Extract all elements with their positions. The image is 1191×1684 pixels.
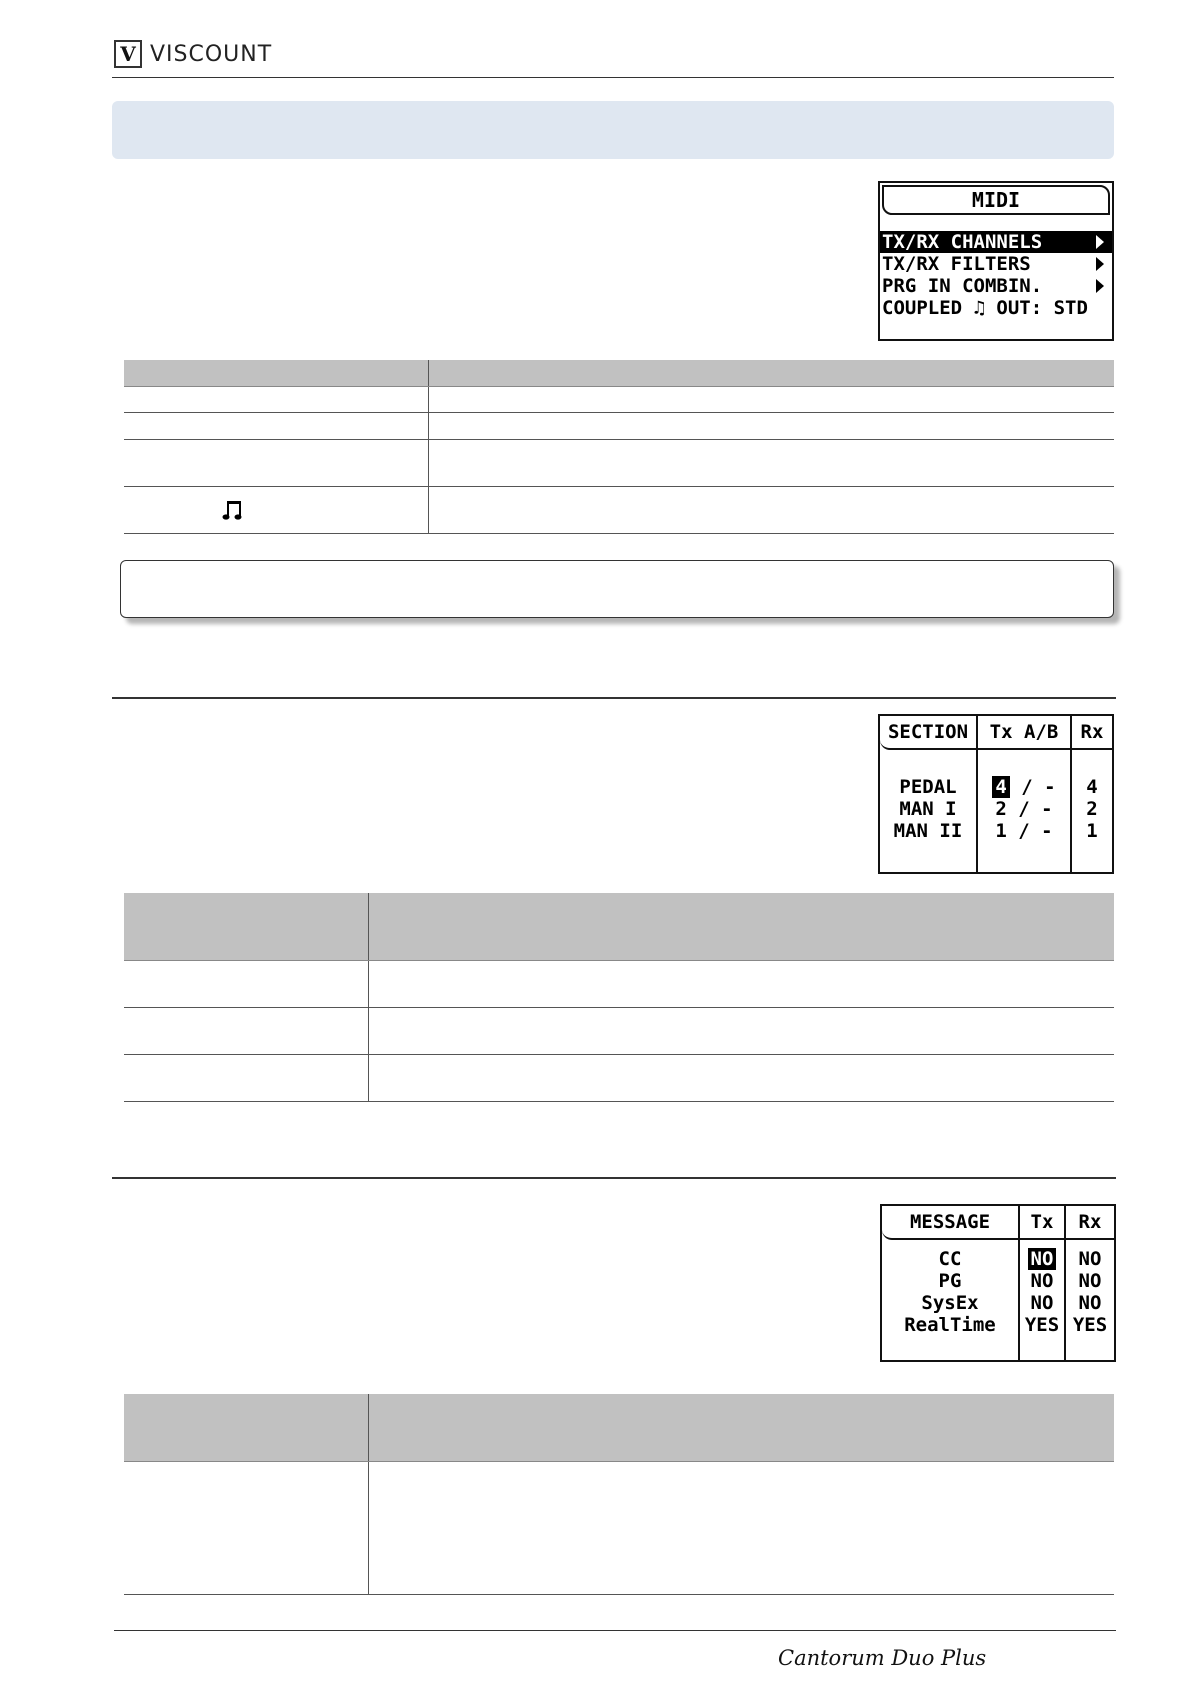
column-header: Tx xyxy=(1020,1206,1064,1240)
table-cell xyxy=(369,1461,1115,1594)
brand-logo xyxy=(114,40,272,68)
section-title-banner xyxy=(112,101,1114,159)
table-cell xyxy=(124,960,369,1007)
music-note-icon xyxy=(222,498,244,522)
midi-menu-table xyxy=(124,360,1114,534)
table-cell xyxy=(429,486,1115,533)
tx-channel-value[interactable]: 2 / - xyxy=(995,798,1053,820)
arrow-right-icon xyxy=(1096,235,1104,249)
arrow-right-icon xyxy=(1096,279,1104,293)
table-cell xyxy=(124,412,429,439)
tx-filter-value[interactable]: NO xyxy=(1030,1270,1054,1292)
table-cell xyxy=(124,386,429,412)
header-divider xyxy=(112,77,1114,78)
table-cell xyxy=(124,439,429,486)
section-divider xyxy=(112,1177,1116,1179)
tx-filter-value[interactable]: YES xyxy=(1024,1314,1060,1336)
table-cell xyxy=(429,386,1115,412)
message-column xyxy=(882,1206,1020,1360)
arrow-right-icon xyxy=(1096,257,1104,271)
tx-filter-value[interactable]: NO xyxy=(1028,1248,1057,1270)
table-cell xyxy=(369,1054,1115,1101)
tx-rx-channels-table xyxy=(124,893,1114,1102)
menu-item-prg-in-combin[interactable]: PRG IN COMBIN. xyxy=(880,275,1112,297)
rx-filter-value[interactable]: NO xyxy=(1078,1270,1102,1292)
footer-product-name: Cantorum Duo Plus xyxy=(778,1646,987,1670)
rx-column xyxy=(1072,716,1112,872)
table-header-cell xyxy=(124,893,369,960)
midi-menu-title: MIDI xyxy=(882,185,1110,215)
column-header: Rx xyxy=(1072,716,1112,750)
column-header: MESSAGE xyxy=(882,1206,1018,1240)
rx-channel-value[interactable]: 2 xyxy=(1086,798,1098,820)
message-label: SysEx xyxy=(921,1292,979,1314)
column-header: Tx A/B xyxy=(978,716,1070,750)
menu-item-tx-rx-channels[interactable]: TX/RX CHANNELS xyxy=(880,231,1112,253)
column-header: Rx xyxy=(1066,1206,1114,1240)
tx-filter-value[interactable]: NO xyxy=(1030,1292,1054,1314)
rx-filter-value[interactable]: YES xyxy=(1072,1314,1108,1336)
table-cell xyxy=(124,1461,369,1594)
message-label: CC xyxy=(938,1248,962,1270)
table-cell xyxy=(369,960,1115,1007)
midi-menu-display xyxy=(878,181,1114,341)
tx-rx-filters-display xyxy=(880,1204,1116,1362)
tx-rx-channels-display xyxy=(878,714,1114,874)
tx-filter-column xyxy=(1020,1206,1066,1360)
rx-channel-value[interactable]: 1 xyxy=(1086,820,1098,842)
section-divider xyxy=(112,697,1116,699)
rx-channel-value[interactable]: 4 xyxy=(1086,776,1098,798)
table-header-cell xyxy=(429,360,1115,386)
section-label: MAN I xyxy=(899,798,957,820)
logo-mark: V xyxy=(114,40,142,68)
tx-rx-filters-table xyxy=(124,1394,1114,1595)
section-column xyxy=(880,716,978,872)
table-header-cell xyxy=(369,893,1115,960)
menu-item-coupled-out[interactable]: COUPLED ♫ OUT: STD xyxy=(882,297,1088,319)
table-cell xyxy=(429,439,1115,486)
tx-channel-value[interactable]: 1 / - xyxy=(995,820,1053,842)
rx-filter-value[interactable]: NO xyxy=(1078,1248,1102,1270)
rx-filter-value[interactable]: NO xyxy=(1078,1292,1102,1314)
note-box xyxy=(120,560,1114,618)
table-cell xyxy=(429,412,1115,439)
table-cell xyxy=(124,1007,369,1054)
tx-channel-value[interactable]: 4 / - xyxy=(992,776,1055,798)
table-header-cell xyxy=(124,1394,369,1461)
rx-filter-column xyxy=(1066,1206,1114,1360)
footer-divider xyxy=(114,1630,1116,1631)
table-header-cell xyxy=(369,1394,1115,1461)
tx-column xyxy=(978,716,1072,872)
table-header-cell xyxy=(124,360,429,386)
message-label: RealTime xyxy=(904,1314,996,1336)
brand-name: VISCOUNT xyxy=(150,41,273,67)
table-cell xyxy=(124,486,429,533)
section-label: PEDAL xyxy=(899,776,957,798)
table-cell xyxy=(369,1007,1115,1054)
table-cell xyxy=(124,1054,369,1101)
column-header: SECTION xyxy=(880,716,976,750)
menu-item-tx-rx-filters[interactable]: TX/RX FILTERS xyxy=(880,253,1112,275)
message-label: PG xyxy=(938,1270,962,1292)
section-label: MAN II xyxy=(893,820,963,842)
